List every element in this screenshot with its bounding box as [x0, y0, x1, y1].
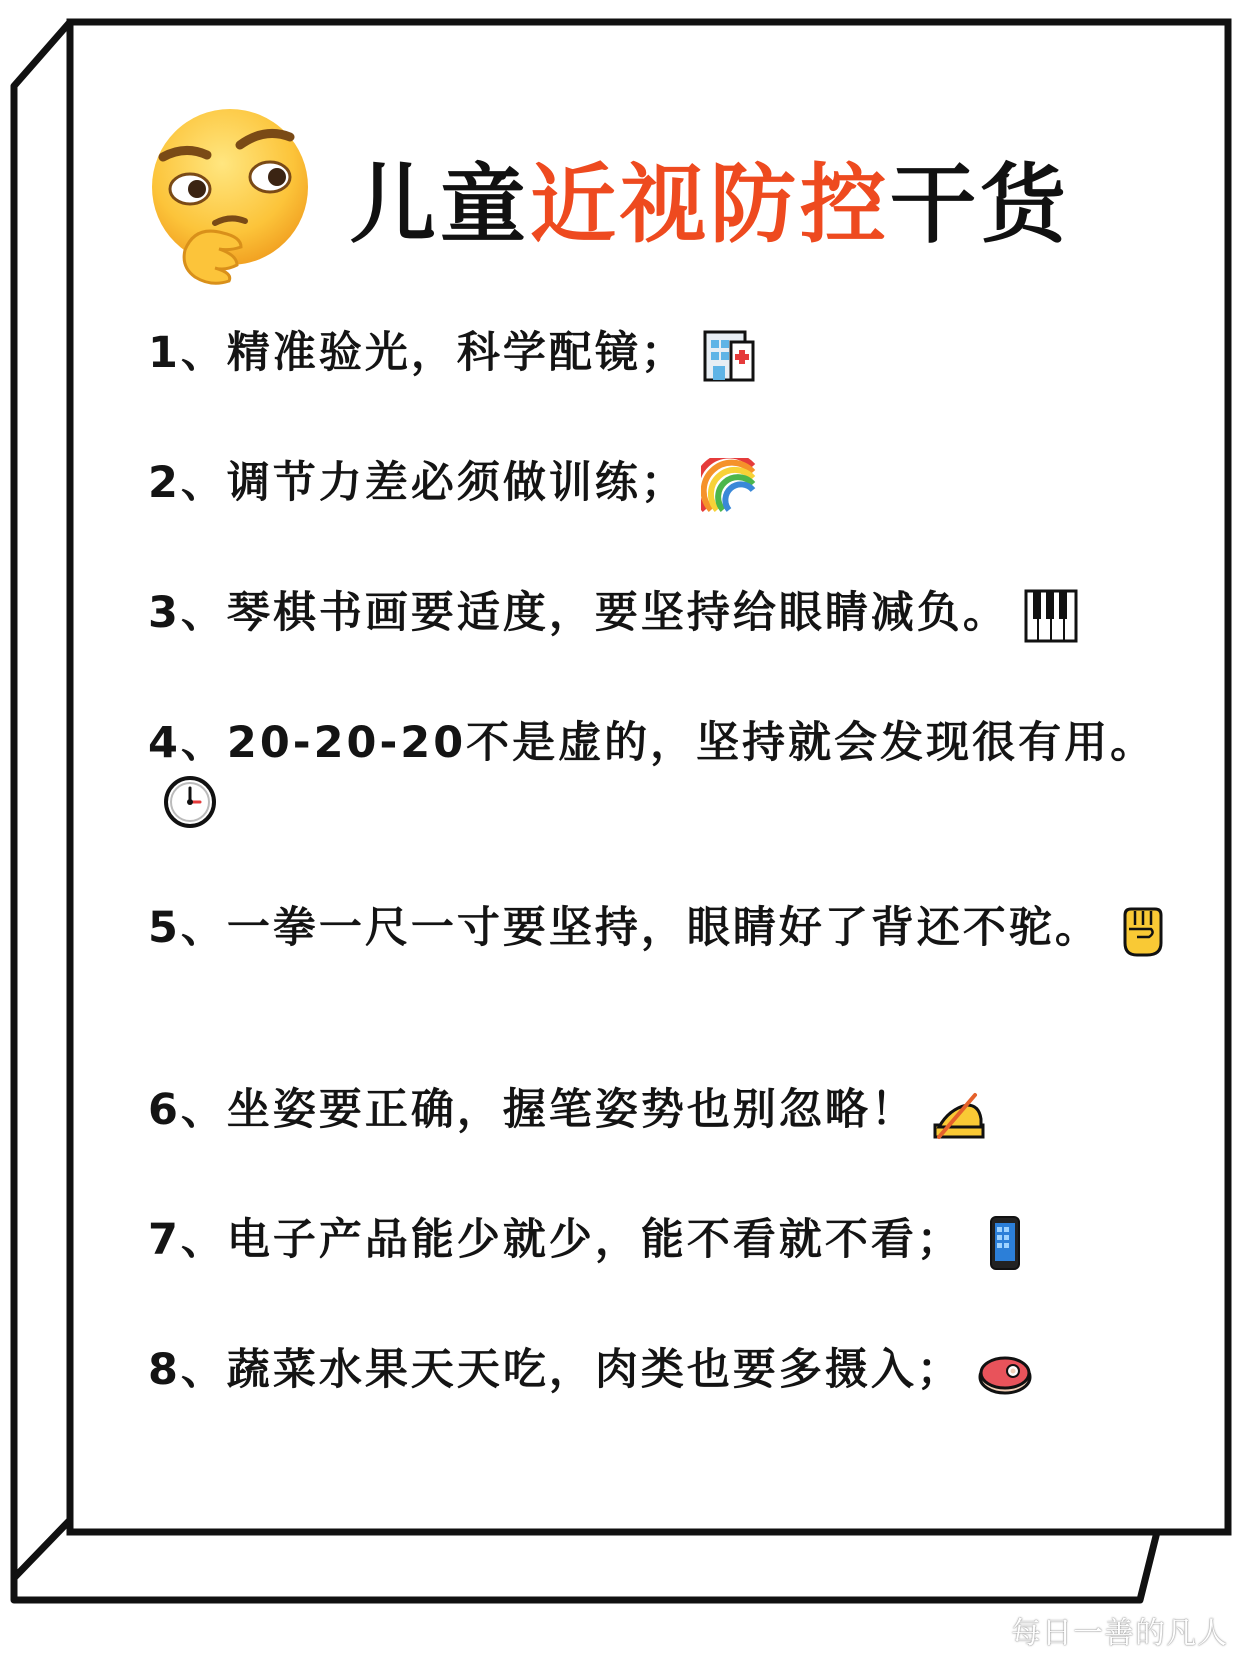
list-item — [148, 325, 1178, 384]
list-item — [148, 1082, 1178, 1141]
item-text: 5、一拳一尺一寸要坚持，眼睛好了背还不驼。 — [148, 903, 1101, 953]
writing-hand-icon — [931, 1085, 987, 1141]
item-text: 7、电子产品能少就少，能不看就不看； — [148, 1215, 963, 1265]
list-item — [148, 1212, 1178, 1271]
watermark: 每日一善的凡人 — [1011, 1616, 1228, 1651]
fist-icon — [1115, 903, 1171, 959]
list-item — [148, 900, 1178, 959]
phone-icon — [977, 1215, 1033, 1271]
item-text: 4、20-20-20不是虚的，坚持就会发现很有用。 — [148, 718, 1157, 768]
item-text: 3、琴棋书画要适度，要坚持给眼睛减负。 — [148, 588, 1009, 638]
list-item — [148, 585, 1178, 644]
list-item — [148, 715, 1178, 830]
thinking-face-icon — [145, 105, 320, 285]
item-text: 2、调节力差必须做训练； — [148, 458, 687, 508]
item-text: 6、坐姿要正确，握笔姿势也别忽略！ — [148, 1085, 917, 1135]
list-item — [148, 455, 1178, 514]
item-text: 8、蔬菜水果天天吃，肉类也要多摄入； — [148, 1345, 963, 1395]
meat-icon — [977, 1345, 1033, 1401]
piano-keys-icon — [1023, 588, 1079, 644]
title-suffix: 干货 — [890, 155, 1070, 255]
title-highlight: 近视防控 — [530, 155, 890, 255]
item-text: 1、精准验光，科学配镜； — [148, 328, 687, 378]
page-title — [350, 155, 1070, 255]
rainbow-icon — [701, 458, 757, 514]
title-prefix: 儿童 — [350, 155, 530, 255]
clock-icon — [162, 774, 218, 830]
title-row — [140, 100, 1140, 290]
hospital-icon — [701, 328, 757, 384]
list-item — [148, 1342, 1178, 1401]
